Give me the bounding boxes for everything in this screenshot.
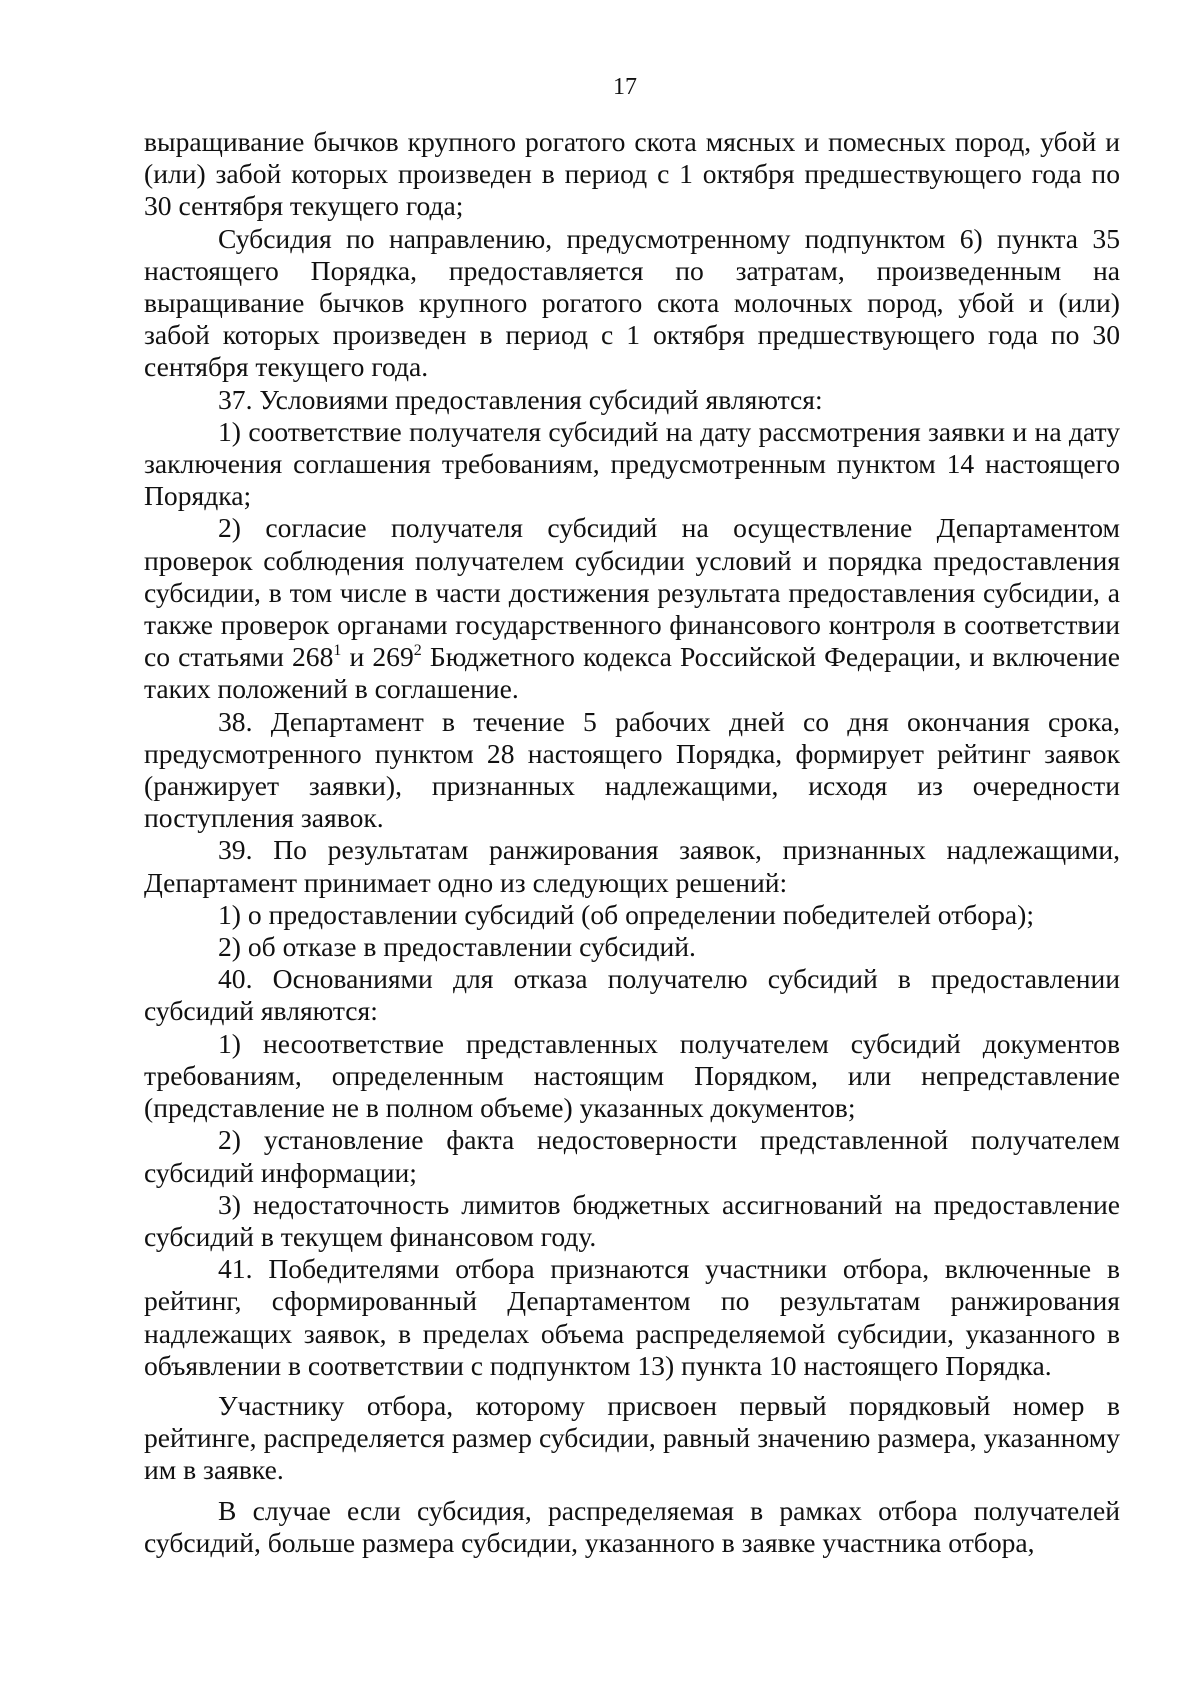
paragraph-text: 2) согласие получателя субсидий на осуществление Департаментом проверок соблюдения получателем субсидии условий и порядка предоставления субсидии, в том числе в части достижения результата предоставления субсидии, а также проверок органами государственного финансового контроля в соответствии со статьями 268 xyxy=(144,512,1120,673)
page-number: 17 xyxy=(613,74,637,100)
paragraph: 39. По результатам ранжирования заявок, признанных надлежащими, Департамент принимает одно из следующих решений: xyxy=(144,834,1120,898)
paragraph: 2) установление факта недостоверности представленной получателем субсидий информации; xyxy=(144,1124,1120,1188)
paragraph: 38. Департамент в течение 5 рабочих дней со дня окончания срока, предусмотренного пунктом 28 настоящего Порядка, формирует рейтинг заявок (ранжирует заявки), признанных надлежащими, исходя из очередности поступления заявок. xyxy=(144,705,1120,834)
paragraph xyxy=(144,512,1120,705)
paragraph: 1) соответствие получателя субсидий на дату рассмотрения заявки и на дату заключения соглашения требованиям, предусмотренным пунктом 14 настоящего Порядка; xyxy=(144,415,1120,512)
paragraph: 1) о предоставлении субсидий (об определении победителей отбора); xyxy=(218,898,1034,930)
paragraph: 40. Основаниями для отказа получателю субсидий в предоставлении субсидий являются: xyxy=(144,963,1120,1027)
paragraph: 1) несоответствие представленных получателем субсидий документов требованиям, определенным настоящим Порядком, или непредставление (представление не в полном объеме) указанных документов; xyxy=(144,1027,1120,1124)
paragraph-text: Бюджетного кодекса Российской Федерации, и включение таких положений в соглашение. xyxy=(144,641,1120,705)
paragraph: 37. Условиями предоставления субсидий являются: xyxy=(218,383,823,415)
paragraph: В случае если субсидия, распределяемая в рамках отбора получателей субсидий, больше размера субсидии, указанного в заявке участника отбора, xyxy=(144,1494,1120,1558)
paragraph: 3) недостаточность лимитов бюджетных ассигнований на предоставление субсидий в текущем финансовом году. xyxy=(144,1188,1120,1252)
superscript: 1 xyxy=(333,642,342,660)
paragraph: 41. Победителями отбора признаются участники отбора, включенные в рейтинг, сформированный Департаментом по результатам ранжирования надлежащих заявок, в пределах объема распределяемой субсидии, указанного в объявлении в соответствии с подпунктом 13) пункта 10 настоящего Порядка. xyxy=(144,1253,1120,1381)
paragraph-text: и 269 xyxy=(341,641,414,673)
paragraph: 2) об отказе в предоставлении субсидий. xyxy=(218,931,696,963)
paragraph: выращивание бычков крупного рогатого скота мясных и помесных пород, убой и (или) забой которых произведен в период с 1 октября предшествующего года по 30 сентября текущего года; xyxy=(144,126,1120,222)
paragraph: Участнику отбора, которому присвоен первый порядковый номер в рейтинге, распределяется размер субсидии, равный значению размера, указанному им в заявке. xyxy=(144,1389,1120,1486)
superscript: 2 xyxy=(413,642,422,660)
paragraph: Субсидия по направлению, предусмотренному подпунктом 6) пункта 35 настоящего Порядка, предоставляется по затратам, произведенным на выращивание бычков крупного рогатого скота молочных пород, убой и (или) забой которых произведен в период с 1 октября предшествующего года по 30 сентября текущего года. xyxy=(144,222,1120,383)
document-body xyxy=(144,126,1120,1559)
